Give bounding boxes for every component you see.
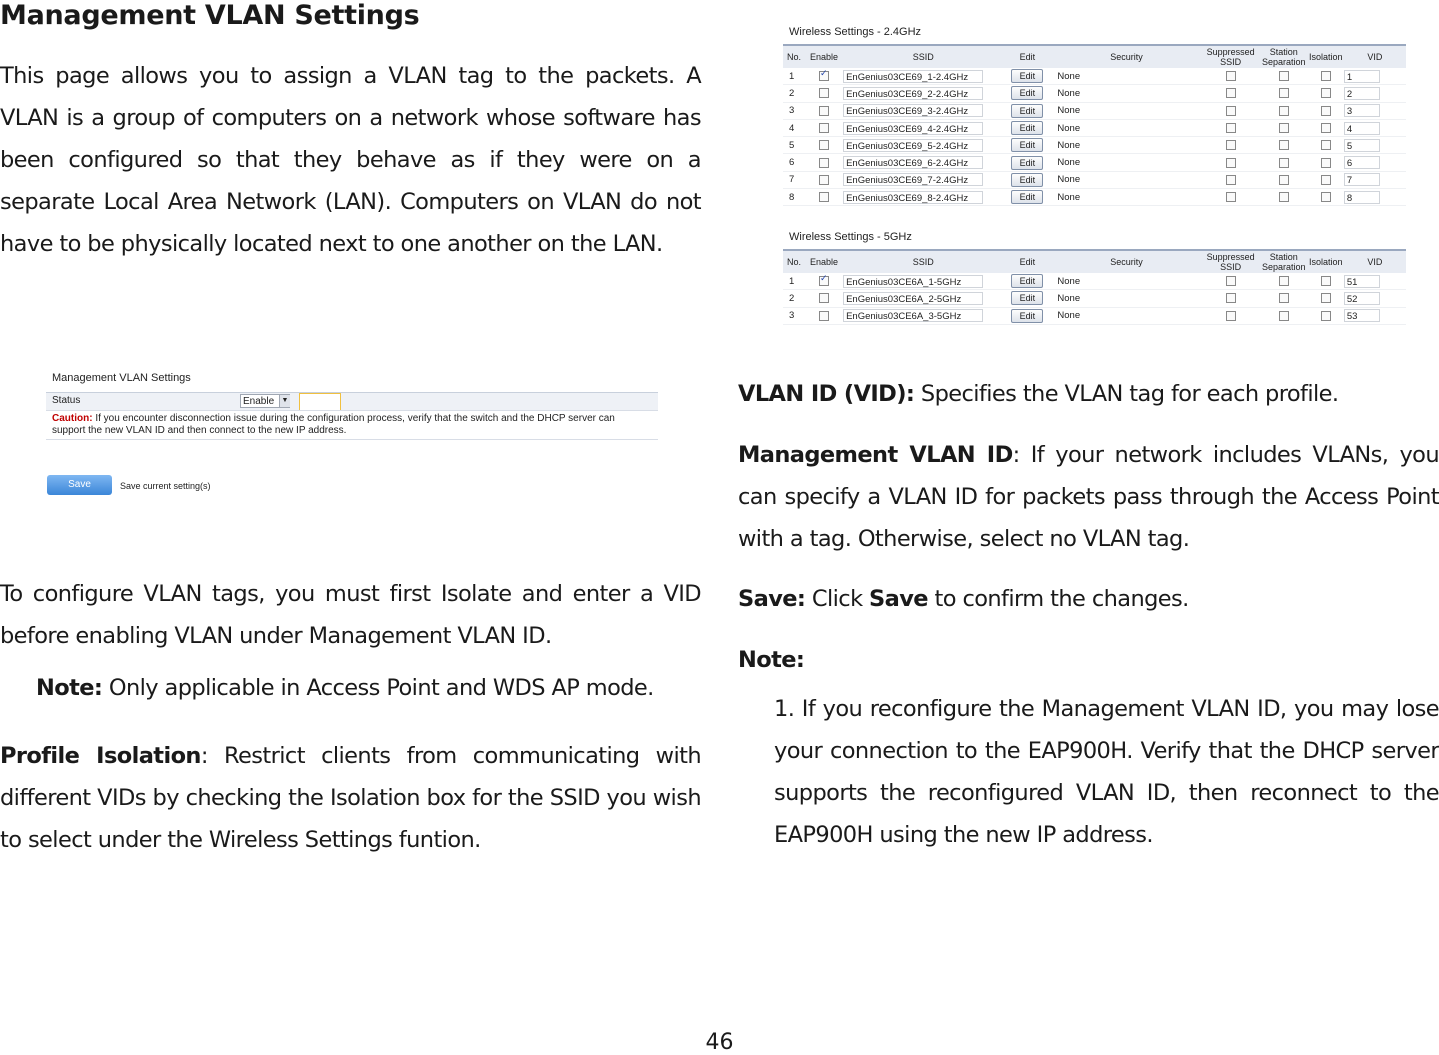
w5-col-header: Edit <box>1003 250 1051 273</box>
caution-text <box>52 413 615 424</box>
w24-col-header: SSID <box>843 45 1003 68</box>
isolation-cell <box>1308 290 1344 307</box>
wireless-5-header <box>783 250 1406 273</box>
ssid-input[interactable]: EnGenius03CE69_3-2.4GHz <box>843 104 983 117</box>
enable-cell <box>805 290 843 307</box>
w5-col-header: Suppressed SSID <box>1202 250 1260 273</box>
vid-input[interactable]: 51 <box>1344 275 1380 288</box>
isolation-cell <box>1308 68 1344 85</box>
chevron-down-icon[interactable]: ▼ <box>279 395 290 407</box>
vid-input[interactable]: 53 <box>1344 309 1380 322</box>
isolation-checkbox[interactable] <box>1321 88 1331 98</box>
separation-cell <box>1260 189 1308 206</box>
isolation-cell <box>1308 307 1344 324</box>
vid-input[interactable]: 6 <box>1344 156 1380 169</box>
row-number: 6 <box>783 154 805 171</box>
suppressed-cell <box>1202 290 1260 307</box>
table-row <box>783 290 1406 307</box>
ssid-input[interactable]: EnGenius03CE69_8-2.4GHz <box>843 191 983 204</box>
edit-button[interactable]: Edit <box>1011 121 1043 135</box>
security-cell: None <box>1051 154 1201 171</box>
edit-cell <box>1003 154 1051 171</box>
isolation-checkbox[interactable] <box>1321 106 1331 116</box>
save-text-1: Click <box>805 586 870 612</box>
suppressed-ssid-checkbox[interactable] <box>1226 175 1236 185</box>
ssid-input[interactable]: EnGenius03CE69_6-2.4GHz <box>843 156 983 169</box>
enable-checkbox[interactable] <box>819 293 829 303</box>
vid-cell <box>1344 273 1406 290</box>
save-note: Save current setting(s) <box>120 481 211 491</box>
edit-cell <box>1003 119 1051 136</box>
separation-cell <box>1260 68 1308 85</box>
suppressed-ssid-checkbox[interactable] <box>1226 106 1236 116</box>
row-number: 3 <box>783 102 805 119</box>
ssid-input[interactable]: EnGenius03CE6A_3-5GHz <box>843 309 983 322</box>
page-number: 46 <box>705 1030 734 1055</box>
table-row <box>783 85 1406 102</box>
table-row <box>783 68 1406 85</box>
mgmt-vlan-label: Management VLAN ID <box>738 442 1013 468</box>
vid-cell <box>1344 189 1406 206</box>
left-note <box>36 667 701 709</box>
edit-button[interactable]: Edit <box>1011 86 1043 100</box>
suppressed-cell <box>1202 171 1260 188</box>
row-number: 1 <box>783 273 805 290</box>
isolation-cell <box>1308 119 1344 136</box>
isolation-cell <box>1308 137 1344 154</box>
station-separation-checkbox[interactable] <box>1279 276 1289 286</box>
edit-button[interactable]: Edit <box>1011 190 1043 204</box>
row-number: 3 <box>783 307 805 324</box>
station-separation-checkbox[interactable] <box>1279 175 1289 185</box>
table-row <box>783 102 1406 119</box>
enable-cell <box>805 119 843 136</box>
edit-cell <box>1003 273 1051 290</box>
ssid-cell <box>843 68 1003 85</box>
suppressed-cell <box>1202 154 1260 171</box>
ssid-cell <box>843 273 1003 290</box>
enable-checkbox[interactable] <box>819 158 829 168</box>
ssid-input[interactable]: EnGenius03CE6A_1-5GHz <box>843 275 983 288</box>
row-number: 2 <box>783 85 805 102</box>
edit-button[interactable]: Edit <box>1011 138 1043 152</box>
profile-isolation-paragraph <box>0 735 701 861</box>
vid-cell <box>1344 307 1406 324</box>
station-separation-checkbox[interactable] <box>1279 311 1289 321</box>
row-number: 1 <box>783 68 805 85</box>
security-cell: None <box>1051 273 1201 290</box>
enable-checkbox[interactable] <box>819 175 829 185</box>
isolation-cell <box>1308 154 1344 171</box>
suppressed-cell <box>1202 137 1260 154</box>
save-text-2: to confirm the changes. <box>927 586 1189 612</box>
separation-cell <box>1260 171 1308 188</box>
edit-cell <box>1003 171 1051 188</box>
configure-paragraph: To configure VLAN tags, you must first Isolate and enter a VID before enabling VLAN under Management VLAN ID. <box>0 581 701 649</box>
enable-checkbox[interactable] <box>819 88 829 98</box>
edit-cell <box>1003 137 1051 154</box>
isolation-cell <box>1308 189 1344 206</box>
security-cell: None <box>1051 290 1201 307</box>
w24-col-header: VID <box>1344 45 1406 68</box>
enable-cell <box>805 85 843 102</box>
vid-input[interactable]: 8 <box>1344 191 1380 204</box>
security-cell: None <box>1051 171 1201 188</box>
suppressed-ssid-checkbox[interactable] <box>1226 192 1236 202</box>
vid-input[interactable]: 2 <box>1344 87 1380 100</box>
vid-paragraph <box>738 373 1439 415</box>
w5-col-header: Isolation <box>1308 250 1344 273</box>
page-title: Management VLAN Settings <box>0 0 420 31</box>
mgmt-vlan-text: : If your network includes VLANs, you can specify a VLAN ID for packets pass through the Access Point with a tag. Otherwise, select no VLAN tag. <box>738 442 1439 552</box>
mvs-heading: Management VLAN Settings <box>52 372 191 384</box>
vid-text: Specifies the VLAN tag for each profile. <box>914 381 1339 407</box>
w5-col-header: VID <box>1344 250 1406 273</box>
ssid-cell <box>843 137 1003 154</box>
vid-cell <box>1344 154 1406 171</box>
vid-cell <box>1344 68 1406 85</box>
vlan-id-input[interactable] <box>299 393 341 411</box>
ssid-input[interactable]: EnGenius03CE69_2-2.4GHz <box>843 87 983 100</box>
caution-text-line2: support the new VLAN ID and then connect to the new IP address. <box>52 425 347 436</box>
ssid-cell <box>843 85 1003 102</box>
ssid-cell <box>843 290 1003 307</box>
w5-col-header: Security <box>1051 250 1201 273</box>
station-separation-checkbox[interactable] <box>1279 158 1289 168</box>
isolation-checkbox[interactable] <box>1321 192 1331 202</box>
intro-paragraph: This page allows you to assign a VLAN tag to the packets. A VLAN is a group of computers on a network whose software has been configured so that they behave as if they were on a separate Local Area Network (LAN). Computers on VLAN do not have to be physically located next to one another on the LAN. <box>0 63 701 257</box>
isolation-checkbox[interactable] <box>1321 71 1331 81</box>
edit-cell <box>1003 68 1051 85</box>
separation-cell <box>1260 307 1308 324</box>
row-number: 5 <box>783 137 805 154</box>
edit-button[interactable]: Edit <box>1011 274 1043 288</box>
w24-col-header: Station Separation <box>1260 45 1308 68</box>
enable-checkbox[interactable] <box>819 276 829 286</box>
isolation-checkbox[interactable] <box>1321 276 1331 286</box>
edit-button[interactable]: Edit <box>1011 69 1043 83</box>
suppressed-cell <box>1202 273 1260 290</box>
mvs-status-row <box>46 392 658 411</box>
enable-checkbox[interactable] <box>819 123 829 133</box>
row-number: 7 <box>783 171 805 188</box>
edit-button[interactable]: Edit <box>1011 156 1043 170</box>
isolation-cell <box>1308 85 1344 102</box>
enable-cell <box>805 307 843 324</box>
table-row <box>783 154 1406 171</box>
enable-cell <box>805 154 843 171</box>
table-row <box>783 273 1406 290</box>
ssid-input[interactable]: EnGenius03CE69_5-2.4GHz <box>843 139 983 152</box>
enable-checkbox[interactable] <box>819 140 829 150</box>
security-cell: None <box>1051 137 1201 154</box>
enable-cell <box>805 273 843 290</box>
w5-col-header: No. <box>783 250 805 273</box>
isolation-cell <box>1308 273 1344 290</box>
ssid-cell <box>843 102 1003 119</box>
isolation-checkbox[interactable] <box>1321 293 1331 303</box>
ssid-cell <box>843 154 1003 171</box>
w5-col-header: SSID <box>843 250 1003 273</box>
wireless-5-table <box>783 249 1406 325</box>
mvs-status-label: Status <box>52 395 81 406</box>
isolation-checkbox[interactable] <box>1321 140 1331 150</box>
suppressed-cell <box>1202 119 1260 136</box>
enable-cell <box>805 137 843 154</box>
suppressed-cell <box>1202 102 1260 119</box>
station-separation-checkbox[interactable] <box>1279 71 1289 81</box>
edit-button[interactable]: Edit <box>1011 104 1043 118</box>
vid-cell <box>1344 102 1406 119</box>
mvs-caution-row <box>46 410 658 440</box>
edit-cell <box>1003 290 1051 307</box>
enable-checkbox[interactable] <box>819 311 829 321</box>
suppressed-ssid-checkbox[interactable] <box>1226 276 1236 286</box>
separation-cell <box>1260 137 1308 154</box>
vid-input[interactable]: 5 <box>1344 139 1380 152</box>
separation-cell <box>1260 119 1308 136</box>
right-note-label-line <box>738 639 1439 681</box>
w24-col-header: Suppressed SSID <box>1202 45 1260 68</box>
vid-input[interactable]: 52 <box>1344 292 1380 305</box>
suppressed-cell <box>1202 68 1260 85</box>
wireless-24-table <box>783 44 1406 206</box>
left-note-text: Only applicable in Access Point and WDS AP mode. <box>102 675 654 701</box>
enable-cell <box>805 189 843 206</box>
save-bold: Save <box>869 586 928 612</box>
suppressed-ssid-checkbox[interactable] <box>1226 293 1236 303</box>
security-cell: None <box>1051 307 1201 324</box>
ssid-cell <box>843 171 1003 188</box>
table-row <box>783 137 1406 154</box>
vid-label: VLAN ID (VID): <box>738 381 915 407</box>
vid-input[interactable]: 3 <box>1344 104 1380 117</box>
vid-cell <box>1344 119 1406 136</box>
ssid-cell <box>843 119 1003 136</box>
enable-checkbox[interactable] <box>819 106 829 116</box>
wireless-24-title: Wireless Settings - 2.4GHz <box>789 26 922 38</box>
suppressed-ssid-checkbox[interactable] <box>1226 71 1236 81</box>
row-number: 4 <box>783 119 805 136</box>
isolation-checkbox[interactable] <box>1321 175 1331 185</box>
w5-col-header: Station Separation <box>1260 250 1308 273</box>
suppressed-ssid-checkbox[interactable] <box>1226 140 1236 150</box>
left-note-label: Note: <box>36 675 103 701</box>
caution-body: If you encounter disconnection issue during the configuration process, verify that the switch and the DHCP server can <box>92 413 615 424</box>
w24-col-header: Edit <box>1003 45 1051 68</box>
w24-col-header: Enable <box>805 45 843 68</box>
edit-cell <box>1003 102 1051 119</box>
edit-button[interactable]: Edit <box>1011 309 1043 323</box>
right-note-label: Note: <box>738 647 805 673</box>
suppressed-ssid-checkbox[interactable] <box>1226 158 1236 168</box>
separation-cell <box>1260 154 1308 171</box>
enable-checkbox[interactable] <box>819 71 829 81</box>
separation-cell <box>1260 85 1308 102</box>
w24-col-header: No. <box>783 45 805 68</box>
vid-cell <box>1344 290 1406 307</box>
save-paragraph <box>738 578 1439 620</box>
ssid-cell <box>843 307 1003 324</box>
separation-cell <box>1260 102 1308 119</box>
w24-col-header: Security <box>1051 45 1201 68</box>
suppressed-ssid-checkbox[interactable] <box>1226 311 1236 321</box>
isolation-checkbox[interactable] <box>1321 158 1331 168</box>
wireless-24-header <box>783 45 1406 68</box>
suppressed-cell <box>1202 85 1260 102</box>
station-separation-checkbox[interactable] <box>1279 123 1289 133</box>
save-label: Save: <box>738 586 806 612</box>
security-cell: None <box>1051 102 1201 119</box>
separation-cell <box>1260 290 1308 307</box>
suppressed-ssid-checkbox[interactable] <box>1226 123 1236 133</box>
vid-input[interactable]: 1 <box>1344 70 1380 83</box>
enable-checkbox[interactable] <box>819 192 829 202</box>
vid-input[interactable]: 4 <box>1344 122 1380 135</box>
save-button[interactable]: Save <box>47 475 112 495</box>
station-separation-checkbox[interactable] <box>1279 192 1289 202</box>
edit-button[interactable]: Edit <box>1011 291 1043 305</box>
ssid-cell <box>843 189 1003 206</box>
management-vlan-screenshot <box>46 368 658 498</box>
mgmt-vlan-paragraph <box>738 434 1439 560</box>
wireless-5-body <box>783 273 1406 324</box>
table-row <box>783 119 1406 136</box>
ssid-input[interactable]: EnGenius03CE69_7-2.4GHz <box>843 173 983 186</box>
security-cell: None <box>1051 68 1201 85</box>
vid-cell <box>1344 137 1406 154</box>
ssid-input[interactable]: EnGenius03CE69_1-2.4GHz <box>843 70 983 83</box>
security-cell: None <box>1051 189 1201 206</box>
right-note-item: 1. If you reconfigure the Management VLAN ID, you may lose your connection to the EAP900H. Verify that the DHCP server supports the reconfigured VLAN ID, then reconnect to the EAP900H using the new IP address. <box>774 696 1439 848</box>
enable-cell <box>805 68 843 85</box>
vid-cell <box>1344 85 1406 102</box>
ssid-input[interactable]: EnGenius03CE6A_2-5GHz <box>843 292 983 305</box>
isolation-checkbox[interactable] <box>1321 311 1331 321</box>
security-cell: None <box>1051 85 1201 102</box>
caution-label: Caution: <box>52 413 93 424</box>
w5-col-header: Enable <box>805 250 843 273</box>
suppressed-ssid-checkbox[interactable] <box>1226 88 1236 98</box>
enable-cell <box>805 171 843 188</box>
wireless-5-title: Wireless Settings - 5GHz <box>789 231 912 243</box>
profile-isolation-text: : Restrict clients from communicating with different VIDs by checking the Isolation box for the SSID you wish to select under the Wireless Settings funtion. <box>0 743 702 853</box>
separation-cell <box>1260 273 1308 290</box>
station-separation-checkbox[interactable] <box>1279 106 1289 116</box>
isolation-checkbox[interactable] <box>1321 123 1331 133</box>
edit-button[interactable]: Edit <box>1011 173 1043 187</box>
w24-col-header: Isolation <box>1308 45 1344 68</box>
edit-cell <box>1003 189 1051 206</box>
wireless-24-body <box>783 68 1406 206</box>
security-cell: None <box>1051 119 1201 136</box>
vid-cell <box>1344 171 1406 188</box>
isolation-cell <box>1308 171 1344 188</box>
table-row <box>783 171 1406 188</box>
suppressed-cell <box>1202 189 1260 206</box>
station-separation-checkbox[interactable] <box>1279 140 1289 150</box>
row-number: 8 <box>783 189 805 206</box>
suppressed-cell <box>1202 307 1260 324</box>
edit-cell <box>1003 307 1051 324</box>
station-separation-checkbox[interactable] <box>1279 88 1289 98</box>
status-select-value: Enable <box>243 396 275 407</box>
edit-cell <box>1003 85 1051 102</box>
station-separation-checkbox[interactable] <box>1279 293 1289 303</box>
row-number: 2 <box>783 290 805 307</box>
vid-input[interactable]: 7 <box>1344 173 1380 186</box>
ssid-input[interactable]: EnGenius03CE69_4-2.4GHz <box>843 122 983 135</box>
table-row <box>783 307 1406 324</box>
enable-cell <box>805 102 843 119</box>
table-row <box>783 189 1406 206</box>
isolation-cell <box>1308 102 1344 119</box>
profile-isolation-label: Profile Isolation <box>0 743 201 769</box>
